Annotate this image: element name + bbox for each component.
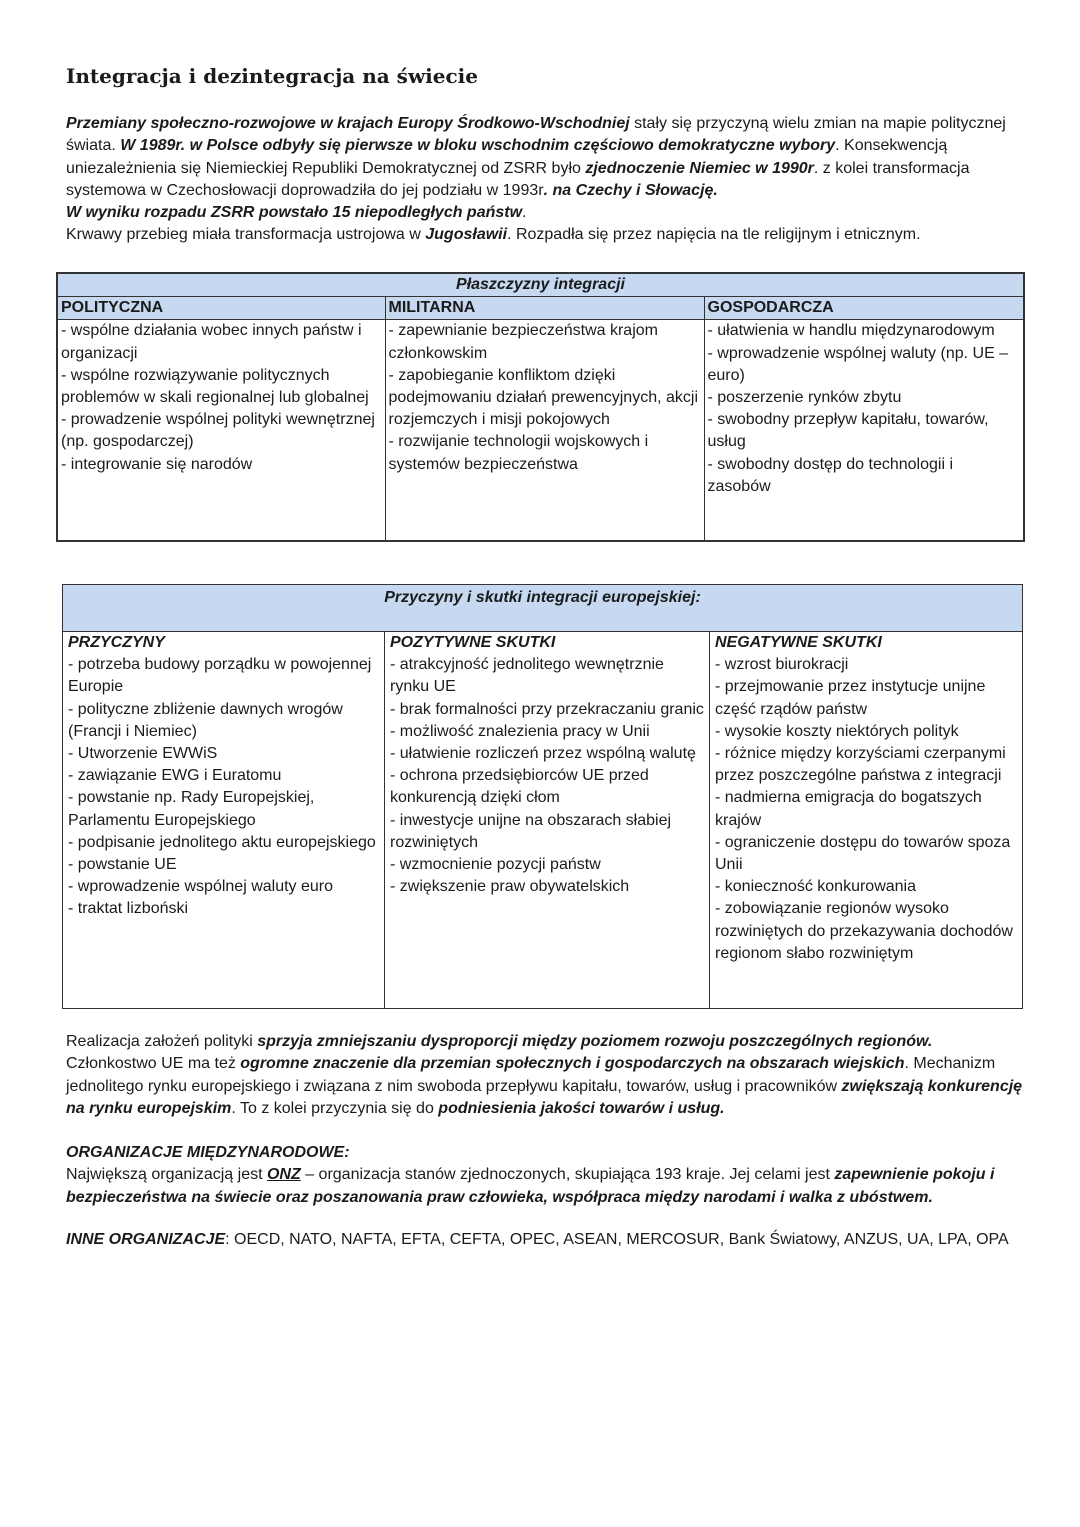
column-cell-negative-effects — [710, 632, 1023, 1009]
intro-paragraph — [66, 224, 1026, 246]
list-item: - powstanie np. Rady Europejskiej, Parlamentu Europejskiego — [68, 789, 315, 829]
outro-text: . To z kolei przyczynia się do — [231, 1099, 439, 1117]
table-caption: Przyczyny i skutki integracji europejskiej: — [63, 585, 1023, 632]
table-caption: Płaszczyzny integracji — [57, 273, 1024, 297]
list-item: - ograniczenie dostępu do towarów spoza Unii — [715, 833, 1011, 874]
list-item: - atrakcyjność jednolitego wewnętrznie rynku UE — [390, 656, 664, 696]
list-item: - brak formalności przy przekraczaniu granic — [390, 700, 704, 718]
intro-bold-text: W 1989r. w Polsce odbyły się pierwsze w bloku wschodnim częściowo demokratyczne wybory — [120, 137, 836, 155]
list-item: - wzmocnienie pozycji państw — [390, 856, 601, 874]
list-item: - podpisanie jednolitego aktu europejskiego — [68, 833, 376, 851]
list-item: - możliwość znalezienia pracy w Unii — [390, 722, 650, 740]
list-item: - wzrost biurokracji — [715, 656, 849, 674]
onz-label: ONZ — [266, 1166, 301, 1184]
list-item: - ułatwienia w handlu międzynarodowym — [707, 322, 995, 340]
list-item: - Utworzenie EWWiS — [68, 745, 218, 763]
list-item: - zapewnianie bezpieczeństwa krajom członkowskim — [388, 322, 658, 362]
intro-paragraph — [66, 113, 1026, 202]
organizations-bold-text: zapewnienie pokoju i bezpieczeństwa na świecie oraz poszanowania praw człowieka, współpraca między narodami i walka z ubóstwem. — [66, 1166, 995, 1206]
outro-bold-text: ogromne znaczenie dla przemian społecznych i gospodarczych na obszarach wiejskich — [240, 1055, 905, 1073]
intro-text: . — [522, 204, 527, 222]
outro-bold-text: podniesienia jakości towarów i usług. — [438, 1099, 725, 1117]
list-item: - wspólne rozwiązywanie politycznych problemów w skali regionalnej lub globalnej — [61, 366, 369, 407]
column-cell-political — [57, 320, 385, 542]
organizations-text: Największą organizacją jest — [66, 1166, 267, 1184]
column-header-political: POLITYCZNA — [57, 297, 385, 320]
list-item: - przejmowanie przez instytucje unijne część rządów państw — [715, 678, 986, 718]
list-item: - swobodny przepływ kapitału, towarów, usług — [707, 411, 989, 451]
organizations-heading: ORGANIZACJE MIĘDZYNARODOWE: — [66, 1144, 350, 1161]
list-item: - konieczność konkurowania — [715, 878, 916, 896]
other-organizations-label: INNE ORGANIZACJE — [66, 1231, 226, 1248]
list-item: - integrowanie się narodów — [61, 455, 253, 473]
other-organizations — [66, 1229, 1026, 1251]
list-item: - nadmierna emigracja do bogatszych krajów — [715, 789, 982, 829]
outro-paragraph — [66, 1031, 1026, 1120]
list-item: - ułatwienie rozliczeń przez wspólną walutę — [390, 745, 696, 763]
organizations-section — [66, 1142, 1026, 1209]
column-header-positive-effects: POZYTYWNE SKUTKI — [390, 634, 556, 651]
column-header-military: MILITARNA — [385, 297, 704, 320]
list-item: - poszerzenie rynków zbytu — [707, 389, 902, 407]
intro-bold-text: Przemiany społeczno-rozwojowe w krajach Europy Środkowo-Wschodniej — [66, 115, 630, 132]
list-item: - wprowadzenie wspólnej waluty (np. UE – euro) — [707, 344, 1009, 384]
list-item: - traktat lizboński — [68, 900, 189, 918]
column-header-economic: GOSPODARCZA — [704, 297, 1024, 320]
list-item: - polityczne zbliżenie dawnych wrogów (Francji i Niemiec) — [68, 700, 343, 740]
list-item: - zwiększenie praw obywatelskich — [390, 878, 630, 896]
list-item: - zawiązanie EWG i Euratomu — [68, 767, 282, 785]
list-item: - powstanie UE — [68, 856, 177, 874]
intro-bold-text: zjednoczenie Niemiec w 1990r — [585, 159, 814, 177]
list-item: - wspólne działania wobec innych państw i organizacji — [61, 322, 362, 362]
intro-text: stały się przyczyną wielu zmian na mapie politycznej świata. — [66, 115, 1006, 155]
intro-text: . z kolei transformacja systemowa w Czechosłowacji doprowadziła do jej podziału w 1993r — [66, 159, 970, 199]
page-title: Integracja i dezintegracja na świecie — [66, 64, 478, 88]
list-item: - wprowadzenie wspólnej waluty euro — [68, 878, 334, 896]
intro-text: . Konsekwencją uniezależnienia się Niemieckiej Republiki Demokratycznej od ZSRR było — [66, 137, 948, 177]
intro-paragraph — [66, 202, 1026, 224]
intro-bold-text: W wyniku rozpadu ZSRR powstało 15 niepodległych państw — [66, 204, 523, 222]
column-cell-causes — [63, 632, 385, 1009]
intro-text: . Rozpadła się przez napięcia na tle religijnym i etnicznym. — [507, 226, 921, 244]
list-item: - potrzeba budowy porządku w powojennej Europie — [68, 656, 372, 696]
list-item: - ochrona przedsiębiorców UE przed konkurencją dzięki cłom — [390, 767, 649, 807]
other-organizations-list: : OECD, NATO, NAFTA, EFTA, CEFTA, OPEC, ASEAN, MERCOSUR, Bank Światowy, ANZUS, UA, LPA, OPA — [225, 1231, 1009, 1248]
list-item: - zapobieganie konfliktom dzięki podejmowaniu działań prewencyjnych, akcji rozjemczych i misji pokojowych — [388, 366, 698, 429]
column-header-causes: PRZYCZYNY — [68, 634, 165, 651]
intro-text: Krwawy przebieg miała transformacja ustrojowa w — [66, 226, 426, 244]
list-item: - różnice między korzyściami czerpanymi przez poszczególne państwa z integracji — [715, 745, 1006, 785]
intro-bold-text: Jugosławii — [425, 226, 508, 244]
integration-planes-table — [56, 272, 1025, 542]
intro-section — [66, 113, 1026, 247]
list-item: - zobowiązanie regionów wysoko rozwiniętych do przekazywania dochodów regionom słabo rozwiniętym — [715, 900, 1013, 962]
outro-bold-text: zwiększają konkurencję na rynku europejskim — [66, 1077, 1023, 1117]
column-cell-military — [385, 320, 704, 542]
outro-text: Członkostwo UE ma też — [66, 1055, 241, 1073]
intro-bold-text: . na Czechy i Słowację. — [543, 181, 718, 199]
list-item: - prowadzenie wspólnej polityki wewnętrznej (np. gospodarczej) — [61, 411, 375, 451]
list-item: - inwestycje unijne na obszarach słabiej rozwiniętych — [390, 811, 672, 851]
column-cell-economic — [704, 320, 1024, 542]
list-item: - wysokie koszty niektórych polityk — [715, 722, 959, 740]
outro-text: . Mechanizm jednolitego rynku europejskiego i związana z nim swoboda przepływu kapitału, towarów, usług i pracowników — [66, 1055, 996, 1095]
organizations-text: – organizacja stanów zjednoczonych, skupiająca 193 kraje. Jej celami jest — [300, 1166, 835, 1184]
outro-bold-text: sprzyja zmniejszaniu dysproporcji między poziomem rozwoju poszczególnych regionów. — [257, 1033, 933, 1050]
list-item: - rozwijanie technologii wojskowych i systemów bezpieczeństwa — [388, 433, 649, 473]
list-item: - swobodny dostęp do technologii i zasobów — [707, 455, 953, 495]
column-header-negative-effects: NEGATYWNE SKUTKI — [715, 634, 882, 651]
causes-effects-table — [62, 584, 1023, 1009]
column-cell-positive-effects — [385, 632, 710, 1009]
outro-text: Realizacja założeń polityki — [66, 1033, 258, 1050]
